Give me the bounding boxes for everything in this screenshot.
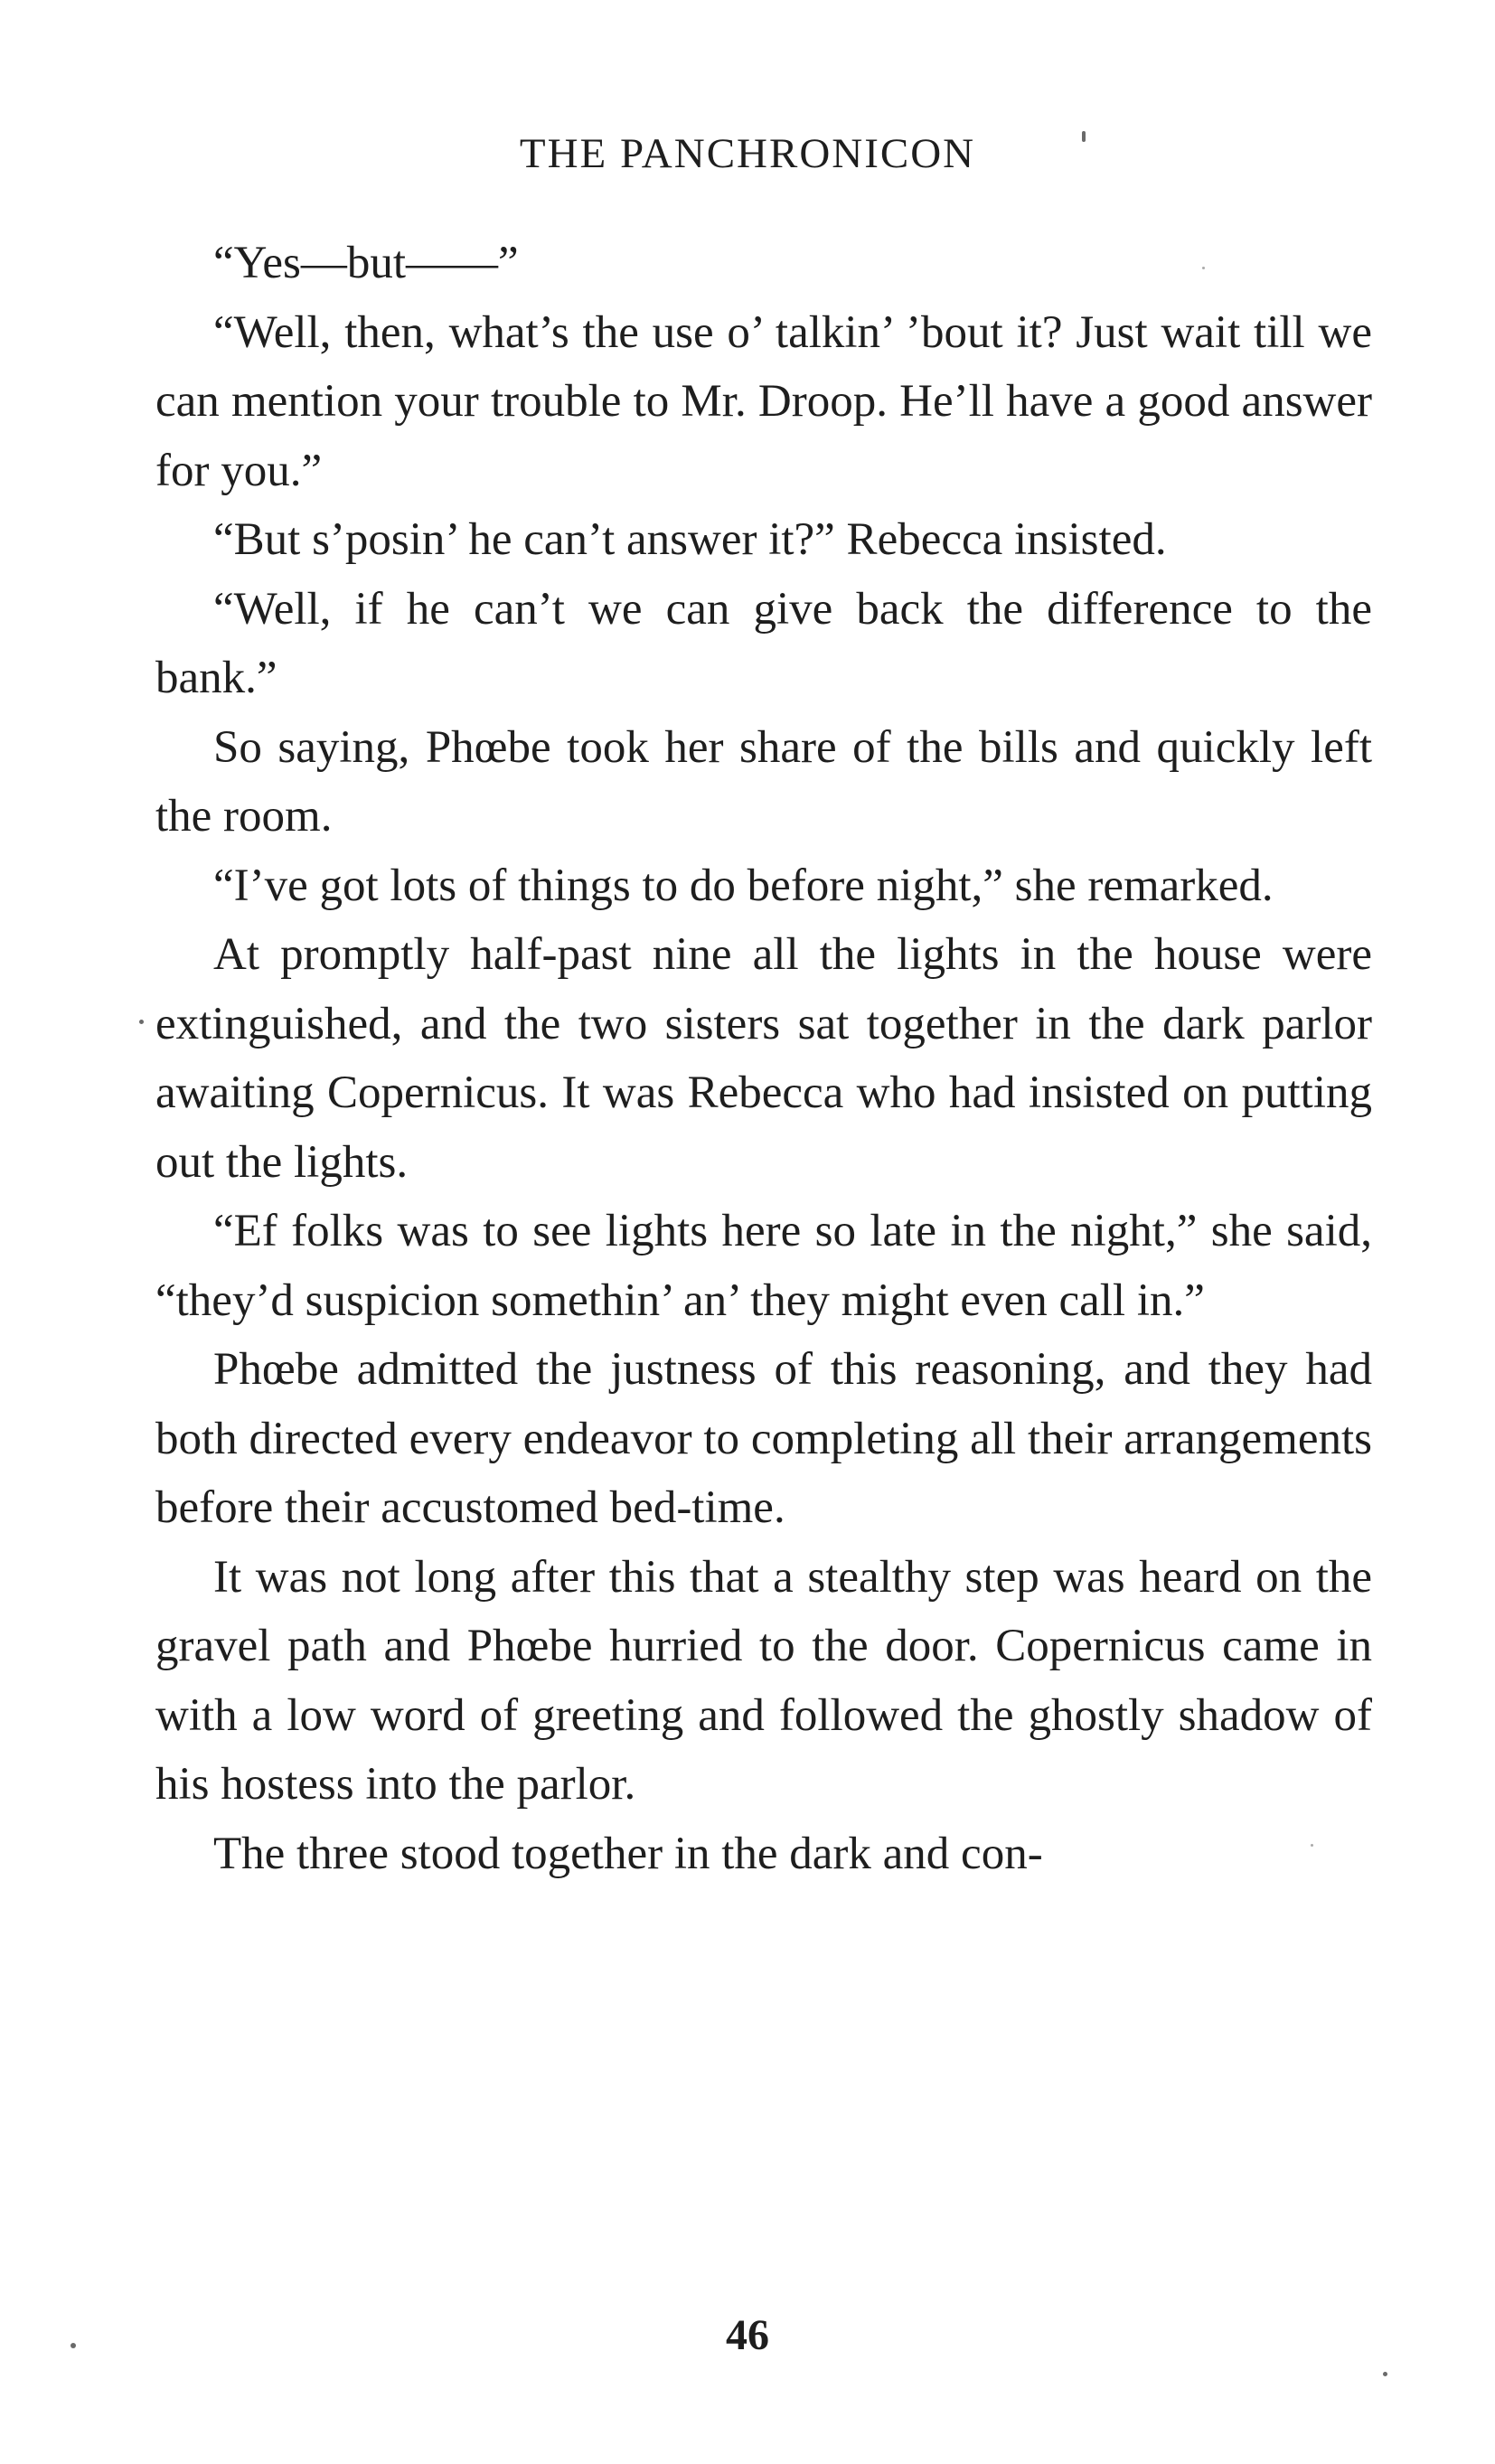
paragraph: So saying, Phœbe took her share of the bills and quickly left the room. — [155, 721, 1372, 842]
paragraph: “Yes—but——” — [213, 238, 519, 288]
ink-speck — [71, 2343, 76, 2348]
paragraph: Phœbe admitted the justness of this reasoning, and they had both directed every endeavor to completing all their arrangements before their accustomed bed-time. — [155, 1344, 1372, 1533]
paragraph: “I’ve got lots of things to do before night,” she remarked. — [213, 860, 1274, 911]
ink-speck — [1082, 131, 1086, 142]
ink-speck — [1383, 2372, 1387, 2376]
paragraph: The three stood together in the dark and con- — [213, 1828, 1043, 1879]
ink-speck — [1311, 1844, 1313, 1847]
paragraph: “Well, then, what’s the use o’ talkin’ ’bout it? Just wait till we can mention your trouble to Mr. Droop. He’ll have a good answer for you.” — [155, 306, 1372, 496]
running-head: THE PANCHRONICON — [519, 130, 976, 177]
paragraph: “Ef folks was to see lights here so late in the night,” she said, “they’d suspicion somethin’ an’ they might even call in.” — [155, 1206, 1372, 1326]
ink-speck — [1202, 267, 1205, 269]
body-text — [155, 229, 1372, 1888]
paragraph: It was not long after this that a stealthy step was heard on the gravel path and Phœbe hurried to the door. Copernicus came in with a low word of greeting and followed the ghostly shadow of his hostess into the parlor. — [155, 1551, 1372, 1810]
paragraph: “But s’posin’ he can’t answer it?” Rebecca insisted. — [213, 514, 1167, 565]
paragraph: At promptly half-past nine all the lights in the house were extinguished, and the two sisters sat together in the dark parlor awaiting Copernicus. It was Rebecca who had insisted on putting out the lights. — [155, 929, 1372, 1188]
ink-speck — [139, 1020, 144, 1024]
page-number: 46 — [726, 2311, 769, 2359]
paragraph: “Well, if he can’t we can give back the difference to the bank.” — [155, 583, 1372, 703]
